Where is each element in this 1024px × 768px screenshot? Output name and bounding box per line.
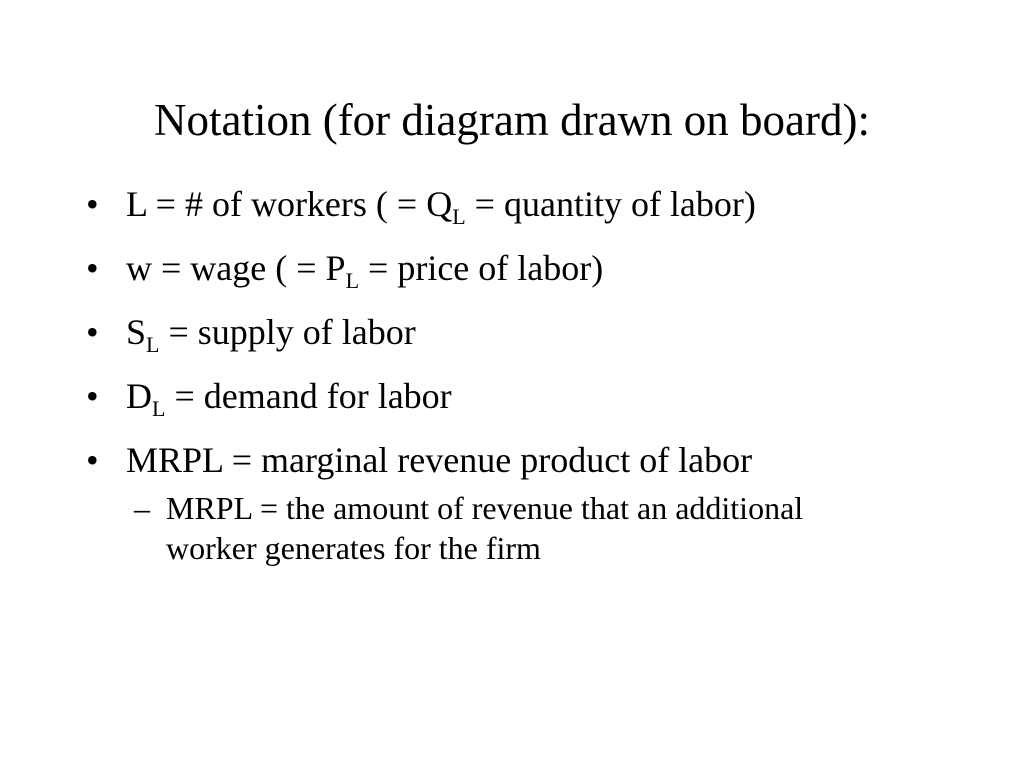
subbullet-marker: – [134, 490, 150, 526]
bullet-item-mrpl [84, 436, 984, 568]
bullet-item-demand [84, 372, 984, 420]
bullet-text: S [126, 312, 147, 352]
slide-title: Notation (for diagram drawn on board): [153, 95, 871, 145]
bullet-list [84, 180, 984, 584]
subbullet-text: MRPL = the amount of revenue that an additional worker generates for the firm [166, 490, 804, 566]
bullet-subscript: L [146, 332, 160, 357]
bullet-text: MRPL = marginal revenue product of labor [126, 440, 753, 480]
bullet-text-continued: = supply of labor [159, 312, 416, 352]
bullet-item-supply [84, 308, 984, 356]
bullet-text-continued: = demand for labor [165, 376, 452, 416]
bullet-marker: • [86, 312, 99, 352]
bullet-item-workers [84, 180, 984, 228]
bullet-marker: • [86, 248, 99, 288]
bullet-marker: • [86, 184, 99, 224]
bullet-subscript: L [152, 396, 166, 421]
bullet-text-continued: = price of labor) [359, 248, 604, 288]
bullet-item-wage [84, 244, 984, 292]
bullet-text: w = wage ( = P [126, 248, 346, 288]
subbullet-list [126, 488, 984, 568]
bullet-subscript: L [345, 268, 360, 293]
bullet-text: L = # of workers ( = Q [126, 184, 453, 224]
subbullet-item-mrpl-definition [126, 488, 826, 568]
bullet-text: D [126, 376, 152, 416]
bullet-text-continued: = quantity of labor) [465, 184, 756, 224]
bullet-marker: • [86, 376, 99, 416]
bullet-marker: • [86, 440, 99, 480]
bullet-subscript: L [452, 204, 466, 229]
